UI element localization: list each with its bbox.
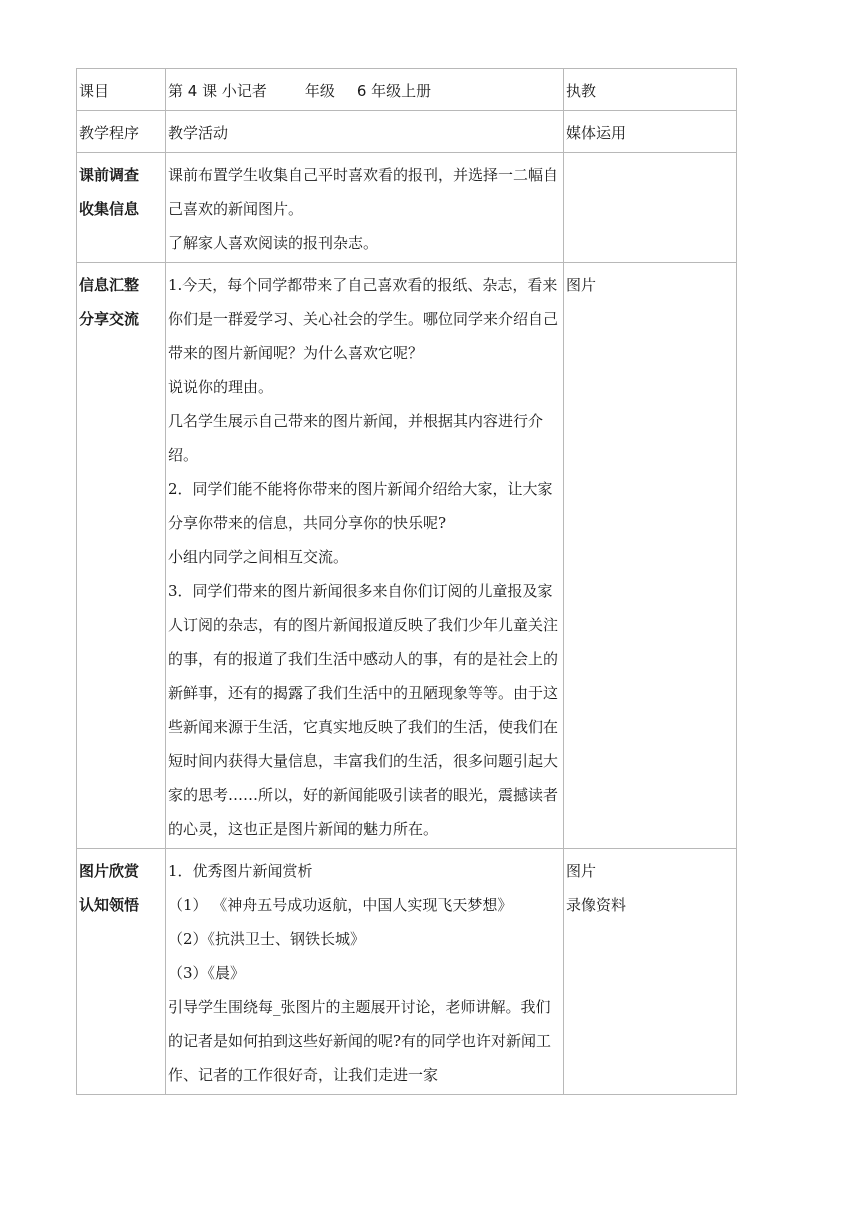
section-label-line: 认知领悟 bbox=[79, 896, 140, 914]
section-label-line: 收集信息 bbox=[79, 200, 140, 218]
section-activity bbox=[166, 153, 564, 263]
section-activity bbox=[166, 263, 564, 849]
grade-value: 6 年级上册 bbox=[356, 82, 432, 100]
header-row bbox=[77, 69, 737, 111]
media-item: 图片 bbox=[566, 862, 597, 880]
grade-label: 年级 bbox=[304, 82, 335, 100]
section-label bbox=[77, 153, 166, 263]
media-header: 媒体运用 bbox=[564, 111, 737, 153]
section-media bbox=[564, 849, 737, 1095]
activity-paragraph: 说说你的理由。 bbox=[168, 378, 274, 396]
activity-paragraph: 1.今天，每个同学都带来了自己喜欢看的报纸、杂志，看来你们是一群爱学习、关心社会的学生。哪位同学来介绍自己带来的图片新闻呢？为什么喜欢它呢？ bbox=[168, 276, 559, 362]
section-label-line: 信息汇整 bbox=[79, 276, 140, 294]
activity-paragraph: 小组内同学之间相互交流。 bbox=[168, 548, 349, 566]
column-header-row bbox=[77, 111, 737, 153]
media-item: 录像资料 bbox=[566, 896, 627, 914]
section-label bbox=[77, 849, 166, 1095]
activity-paragraph: （2）《抗洪卫士、钢铁长城》 bbox=[168, 930, 366, 948]
activity-paragraph: 了解家人喜欢阅读的报刊杂志。 bbox=[168, 234, 379, 252]
section-label-line: 分享交流 bbox=[79, 310, 140, 328]
activity-paragraph: 2．同学们能不能将你带来的图片新闻介绍给大家，让大家分享你带来的信息，共同分享你的快乐呢? bbox=[168, 480, 553, 532]
activity-header: 教学活动 bbox=[166, 111, 564, 153]
activity-paragraph: （3）《晨》 bbox=[168, 964, 246, 982]
activity-paragraph: （1） 《神舟五号成功返航，中国人实现飞天梦想》 bbox=[168, 896, 513, 914]
lesson-title: 第 4 课 小记者 bbox=[168, 82, 267, 100]
activity-paragraph: 几名学生展示自己带来的图片新闻，并根据其内容进行介绍。 bbox=[168, 412, 544, 464]
procedure-header: 教学程序 bbox=[77, 111, 166, 153]
section-row-share bbox=[77, 263, 737, 849]
section-label-line: 图片欣赏 bbox=[79, 862, 140, 880]
lesson-info bbox=[166, 69, 564, 111]
section-media bbox=[564, 263, 737, 849]
course-label: 课目 bbox=[77, 69, 166, 111]
section-row-survey bbox=[77, 153, 737, 263]
media-item: 图片 bbox=[566, 276, 597, 294]
teacher-label: 执教 bbox=[564, 69, 737, 111]
activity-paragraph: 引导学生围绕每_张图片的主题展开讨论，老师讲解。我们的记者是如何拍到这些好新闻的呢?有的同学也许对新闻工作、记者的工作很好奇，让我们走进一家 bbox=[168, 998, 552, 1084]
section-label-line: 课前调查 bbox=[79, 166, 140, 184]
lesson-plan-table bbox=[76, 68, 737, 1095]
section-label bbox=[77, 263, 166, 849]
activity-paragraph: 3．同学们带来的图片新闻很多来自你们订阅的儿童报及家人订阅的杂志，有的图片新闻报道反映了我们少年儿童关注的事，有的报道了我们生活中感动人的事，有的是社会上的新鲜事，还有的揭露了我们生活中的丑陋现象等等。由于这些新闻来源于生活，它真实地反映了我们的生活，使我们在短时间内获得大量信息，丰富我们的生活，很多问题引起大家的思考……所以，好的新闻能吸引读者的眼光，震撼读者的心灵，这也正是图片新闻的魅力所在。 bbox=[168, 582, 559, 838]
section-media bbox=[564, 153, 737, 263]
section-activity bbox=[166, 849, 564, 1095]
activity-paragraph: 课前布置学生收集自己平时喜欢看的报刊，并选择一二幅自己喜欢的新闻图片。 bbox=[168, 166, 559, 218]
activity-paragraph: 1．优秀图片新闻赏析 bbox=[168, 862, 313, 880]
section-row-appreciate bbox=[77, 849, 737, 1095]
